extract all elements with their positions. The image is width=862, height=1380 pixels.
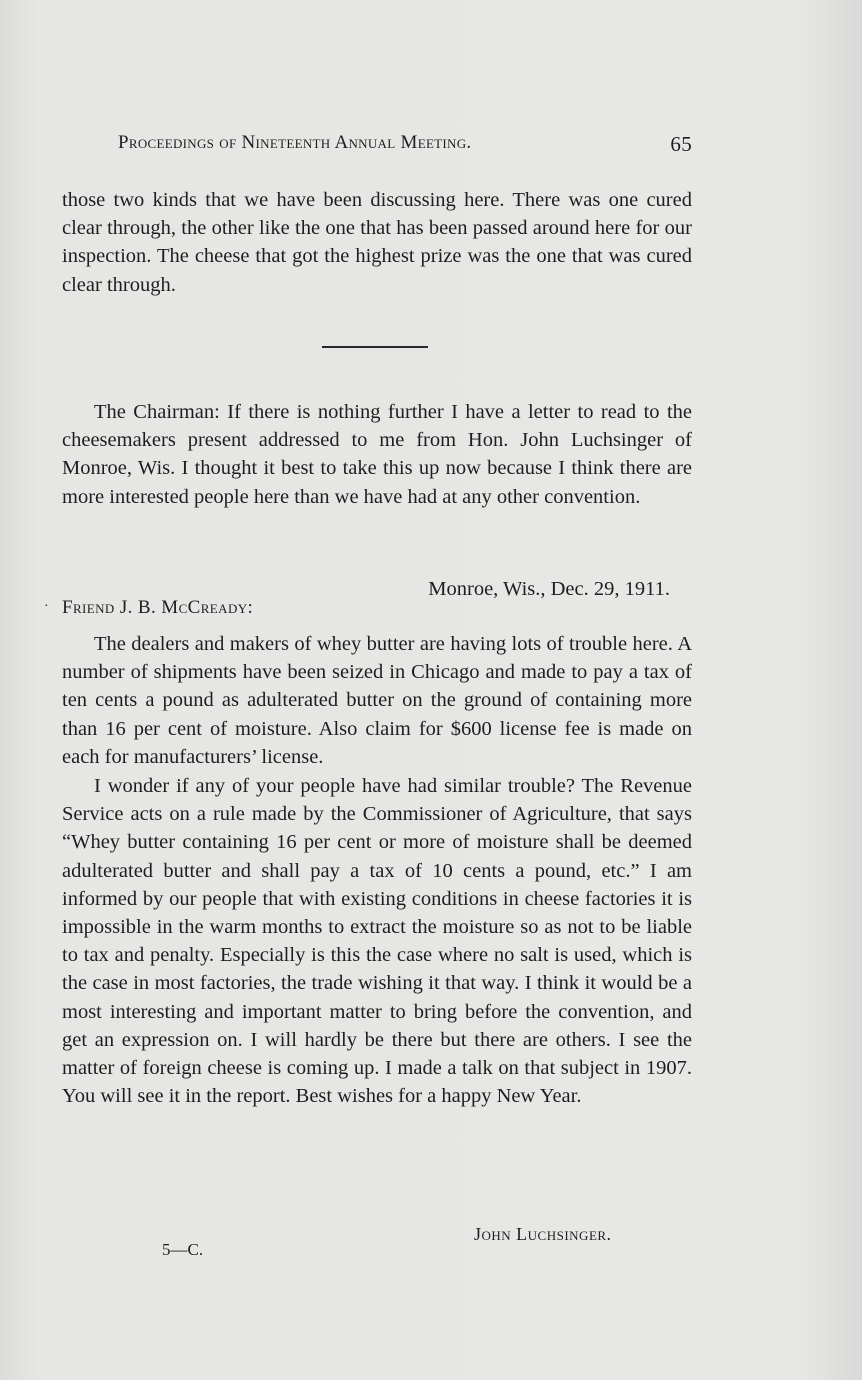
paragraph-text: I wonder if any of your people have had similar trouble? The Revenue Service acts on a rule made by the Commissioner of Agriculture, that says “Whey butter containing 16 per cent or more of moisture shall be deemed adulterated butter and shall pay a tax of 10 cents a pound, etc.” I am informed by our people that with existing conditions in cheese factories it is impossible in the warm months to extract the moisture so as not to be liable to tax and penalty. Especially is this the case where no salt is used, which is the case in most factories, the trade wishing it that way. I think it would be a most interesting and important matter to bring before the convention, and get an expression on. I will hardly be there but there are others. I see the matter of foreign cheese is coming up. I made a talk on that subject in 1907. You will see it in the report. Best wishes for a happy New Year.: [62, 775, 692, 1108]
body-paragraph-1: [62, 186, 692, 299]
section-divider: [322, 346, 428, 348]
printer-signature-mark: 5—C.: [162, 1240, 204, 1259]
paragraph-text: those two kinds that we have been discussing here. There was one cured clear through, the other like the one that has been passed around here for our inspection. The cheese that got the highest prize was the one that was cured clear through.: [62, 189, 692, 296]
running-title: Proceedings of Nineteenth Annual Meeting.: [118, 132, 472, 153]
letter-paragraph-2: [62, 772, 692, 1110]
paragraph-text: The Chairman: If there is nothing further I have a letter to read to the cheesemakers present addressed to me from Hon. John Luchsinger of Monroe, Wis. I thought it best to take this up now because I think there are more interested people here than we have had at any other convention.: [62, 401, 692, 508]
letter-dateline: Monroe, Wis., Dec. 29, 1911.: [428, 578, 670, 600]
letter-salutation: [44, 597, 254, 619]
page-header: [118, 132, 692, 162]
paragraph-text: The dealers and makers of whey butter are having lots of trouble here. A number of shipments have been seized in Chicago and made to pay a tax of ten cents a pound as adulterated butter on the ground of containing more than 16 per cent of moisture. Also claim for $600 license fee is made on each for manufacturers’ license.: [62, 633, 692, 768]
page-number: 65: [670, 132, 692, 156]
salutation-text: Friend J. B. McCready:: [62, 597, 254, 618]
body-paragraph-2: [62, 398, 692, 511]
letter-signature: John Luchsinger.: [474, 1224, 612, 1244]
margin-mark-icon: ·: [44, 599, 50, 614]
letter-paragraph-1: [62, 630, 692, 771]
